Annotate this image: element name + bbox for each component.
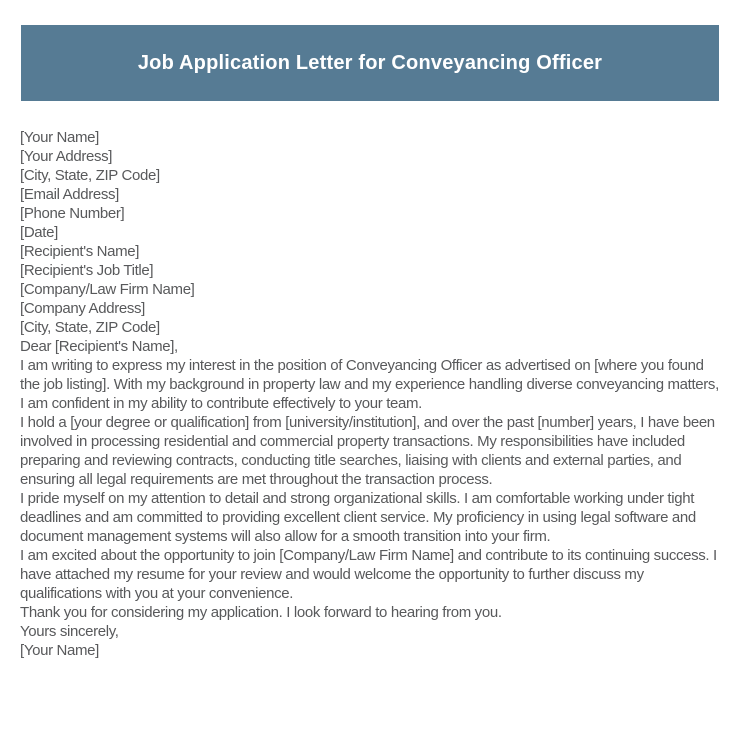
closing: Yours sincerely, bbox=[20, 623, 119, 640]
letter-document bbox=[0, 25, 740, 749]
signature: [Your Name] bbox=[20, 642, 99, 659]
company-name-line: [Company/Law Firm Name] bbox=[20, 281, 195, 298]
company-city-line: [City, State, ZIP Code] bbox=[20, 319, 160, 336]
title-banner bbox=[21, 25, 719, 101]
paragraph-qualifications: I hold a [your degree or qualification] from [university/institution], and over the past [number] years, I have been involved in processing residential and commercial property transactions. My responsibilities have included preparing and reviewing contracts, conducting title searches, liaising with clients and external parties, and ensuring all legal requirements are met throughout the transaction process. bbox=[20, 414, 715, 488]
sender-city-line: [City, State, ZIP Code] bbox=[20, 167, 160, 184]
recipient-name-line: [Recipient's Name] bbox=[20, 243, 140, 260]
salutation: Dear [Recipient's Name], bbox=[20, 338, 178, 355]
letter-body bbox=[20, 128, 720, 660]
sender-address-line: [Your Address] bbox=[20, 148, 113, 165]
recipient-title-line: [Recipient's Job Title] bbox=[20, 262, 154, 279]
company-address-line: [Company Address] bbox=[20, 300, 145, 317]
sender-phone-line: [Phone Number] bbox=[20, 205, 125, 222]
paragraph-intro: I am writing to express my interest in the position of Conveyancing Officer as advertised on [where you found the job listing]. With my background in property law and my experience handling diverse conveyancing matters, I am confident in my ability to contribute effectively to your team. bbox=[20, 357, 719, 412]
page-title: Job Application Letter for Conveyancing Officer bbox=[137, 51, 603, 74]
date-line: [Date] bbox=[20, 224, 58, 241]
sender-email-line: [Email Address] bbox=[20, 186, 119, 203]
paragraph-enthusiasm: I am excited about the opportunity to join [Company/Law Firm Name] and contribute to its continuing success. I have attached my resume for your review and would welcome the opportunity to further discuss my qualifications with you at your convenience. bbox=[20, 547, 717, 602]
paragraph-thanks: Thank you for considering my application. I look forward to hearing from you. bbox=[20, 604, 502, 621]
paragraph-skills: I pride myself on my attention to detail and strong organizational skills. I am comfortable working under tight deadlines and am committed to providing excellent client service. My proficiency in using legal software and document management systems will also allow for a smooth transition into your firm. bbox=[20, 490, 696, 545]
sender-name-line: [Your Name] bbox=[20, 129, 99, 146]
